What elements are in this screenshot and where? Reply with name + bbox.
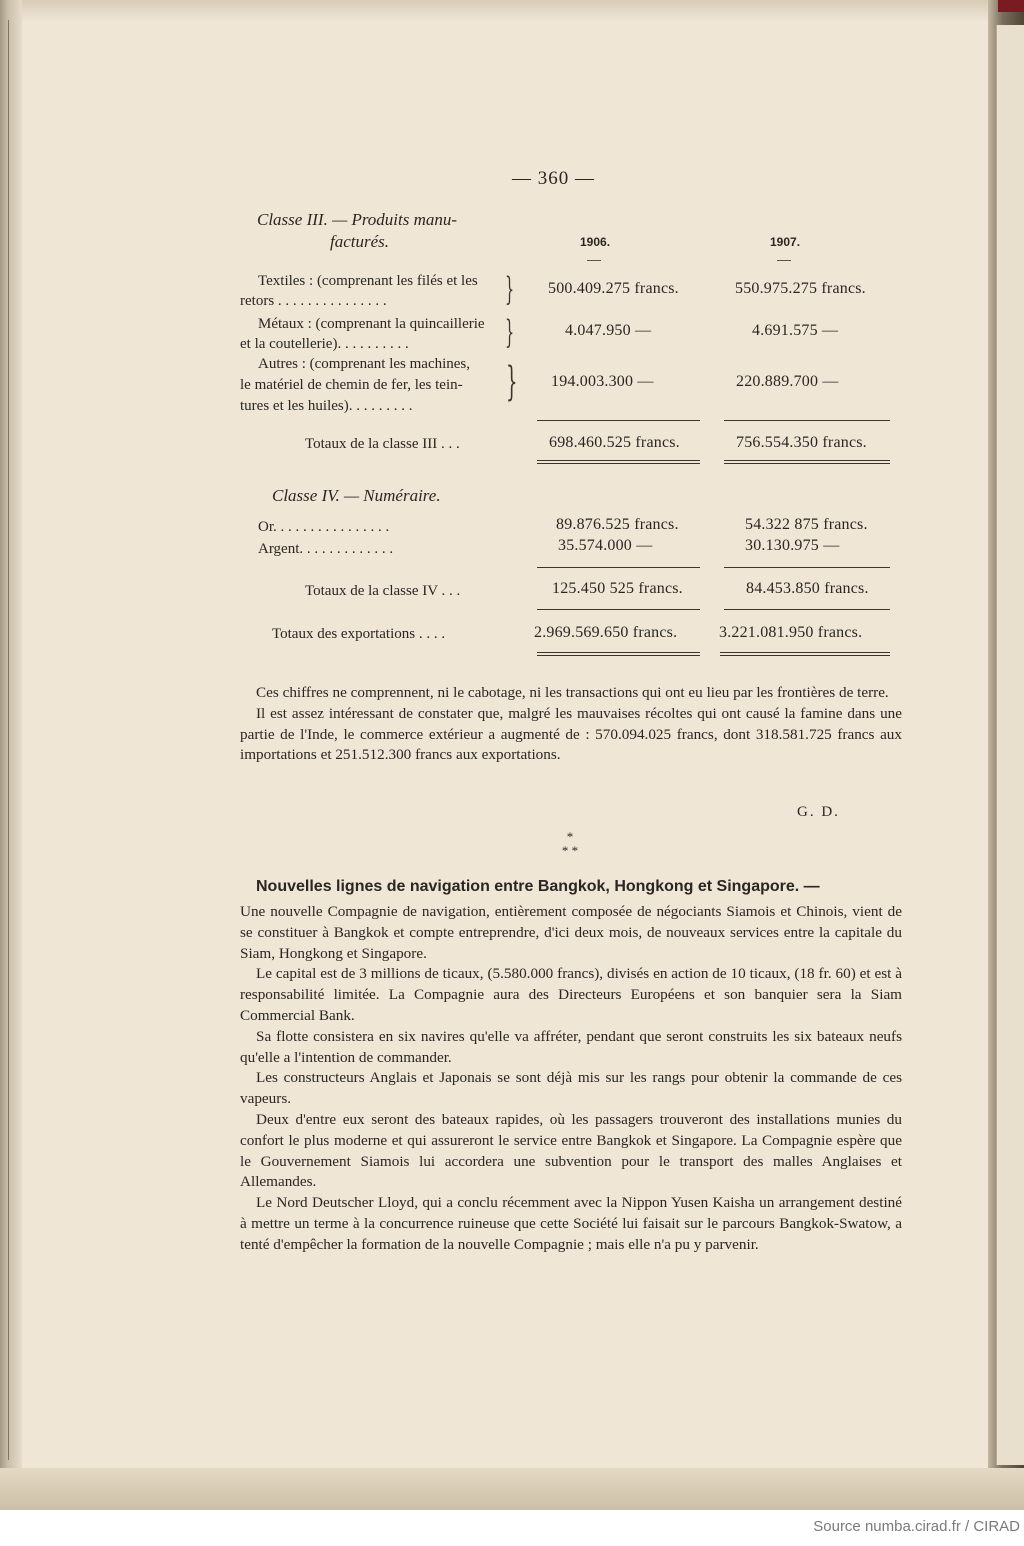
total-double-rule-1907: [720, 652, 890, 656]
year-1906-dash: [587, 260, 601, 261]
class3-total-1906: 698.460.525 francs.: [549, 434, 680, 451]
subtotal-rule-1907: [724, 420, 890, 421]
row-brace: }: [505, 270, 515, 308]
summary-paragraph: Ces chiffres ne comprennent, ni le cabotage, ni les transactions qui ont eu lieu par les frontières de terre.: [256, 684, 889, 701]
year-1906-header: 1906.: [580, 235, 611, 249]
class4-total-label: Totaux de la classe IV . . .: [305, 583, 461, 599]
subtotal-rule-1906: [537, 420, 700, 421]
class3-row-label: retors . . . . . . . . . . . . . . .: [240, 293, 387, 309]
row-brace: }: [505, 313, 515, 351]
subtotal-rule-1907: [724, 609, 890, 610]
class3-value-1906: 4.047.950 —: [565, 322, 652, 339]
class3-row-label: Métaux : (comprenant la quincaillerie: [258, 316, 485, 332]
class3-row-label: le matériel de chemin de fer, les tein-: [240, 377, 463, 393]
page-bottom-shadow: [0, 1468, 1024, 1510]
article-paragraph: Deux d'entre eux seront des bateaux rapides, où les passagers trouveront des installations munies du confort le plus moderne et qui assureront le service entre Bangkok et Singapore. La Compagnie espère que le Gouvernement Siamois lui accordera une subvention pour le transport des malles Anglaises et Allemandes.: [240, 1110, 902, 1191]
class3-row-label: Autres : (comprenant les machines,: [258, 356, 471, 372]
exports-total-1906: 2.969.569.650 francs.: [534, 624, 678, 641]
article-paragraph: Le capital est de 3 millions de ticaux, (5.580.000 francs), divisés en action de 10 ticaux, (18 fr. 60) et est à responsabilité limitée. La Compagnie aura des Directeurs Européens et son banquier sera la Siam Commercial Bank.: [240, 965, 902, 1024]
class3-title-line1: Classe III. — Produits manu-: [257, 210, 458, 229]
class3-total-1907: 756.554.350 francs.: [736, 434, 867, 451]
total-double-rule-1906: [537, 652, 700, 656]
article-title: Nouvelles lignes de navigation entre Bangkok, Hongkong et Singapore. —: [256, 878, 820, 895]
next-page-edge: [996, 25, 1024, 1465]
summary-paragraph: Il est assez intéressant de constater que, malgré les mauvaises récoltes qui ont causé la famine dans une partie de l'Inde, le commerce extérieur a augmenté de : 570.094.025 francs, dont 318.581.725 francs aux importations et 251.512.300 francs aux exportations.: [240, 704, 902, 764]
class4-total-1907: 84.453.850 francs.: [746, 580, 869, 597]
total-double-rule-1906: [537, 460, 700, 464]
summary-text: [240, 683, 902, 766]
row-brace: }: [506, 359, 518, 405]
separator-star-top: *: [566, 829, 574, 844]
class3-title-line2: facturés.: [330, 232, 390, 251]
class3-value-1906: 194.003.300 —: [551, 373, 654, 390]
class3-value-1906: 500.409.275 francs.: [548, 280, 679, 297]
separator-stars-bottom: * *: [561, 843, 579, 858]
exports-total-1907: 3.221.081.950 francs.: [719, 624, 863, 641]
class3-value-1907: 4.691.575 —: [752, 322, 839, 339]
class4-total-1906: 125.450 525 francs.: [552, 580, 683, 597]
article-paragraph: Le Nord Deutscher Lloyd, qui a conclu récemment avec la Nippon Yusen Kaisha un arrangement destiné à mettre un terme à la concurrence ruineuse que cette Société lui faisait sur le parcours Bangkok-Swatow, a tenté d'empêcher la formation de la nouvelle Compagnie ; mais elle n'a pu y parvenir.: [240, 1194, 902, 1253]
class4-row-label: Or. . . . . . . . . . . . . . . .: [258, 519, 390, 535]
class3-value-1907: 550.975.275 francs.: [735, 280, 866, 297]
article-paragraph: Sa flotte consistera en six navires qu'elle va affréter, pendant que seront construits les six bateaux neufs qu'elle a l'intention de commander.: [240, 1027, 902, 1066]
class4-value-1906: 89.876.525 francs.: [556, 516, 679, 533]
class3-total-label: Totaux de la classe III . . .: [305, 436, 460, 452]
page-number: — 360 —: [512, 168, 595, 189]
class4-value-1906: 35.574.000 —: [558, 537, 653, 554]
class4-value-1907: 54.322 875 francs.: [745, 516, 868, 533]
year-1907-header: 1907.: [770, 235, 801, 249]
class3-value-1907: 220.889.700 —: [736, 373, 839, 390]
year-1907-dash: [777, 260, 791, 261]
article-body: [240, 902, 902, 1256]
exports-total-label: Totaux des exportations . . . .: [272, 626, 446, 642]
subtotal-rule-1907: [724, 567, 890, 568]
page-top-shadow: [22, 0, 988, 22]
class3-row-label: tures et les huiles). . . . . . . . .: [240, 398, 413, 414]
signature: G. D.: [797, 804, 840, 820]
subtotal-rule-1906: [537, 609, 700, 610]
binding-edge: [0, 0, 22, 1480]
class3-row-label: et la coutellerie). . . . . . . . . .: [240, 336, 409, 352]
class3-row-label: Textiles : (comprenant les filés et les: [258, 273, 478, 289]
subtotal-rule-1906: [537, 567, 700, 568]
article-paragraph: Les constructeurs Anglais et Japonais se sont déjà mis sur les rangs pour obtenir la commande de ces vapeurs.: [240, 1069, 902, 1108]
article-paragraph: Une nouvelle Compagnie de navigation, entièrement composée de négociants Siamois et Chinois, vient de se constituer à Bangkok et compte entreprendre, d'ici deux mois, de nouveaux services entre la capitale du Siam, Hongkong et Singapore.: [240, 903, 902, 962]
source-credit: Source numba.cirad.fr / CIRAD: [813, 1518, 1020, 1535]
class4-row-label: Argent. . . . . . . . . . . . .: [258, 541, 394, 557]
class4-title: Classe IV. — Numéraire.: [272, 486, 441, 505]
binding-rule: [8, 20, 9, 1460]
bookmark-ribbon: [998, 0, 1024, 12]
class4-value-1907: 30.130.975 —: [745, 537, 840, 554]
total-double-rule-1907: [724, 460, 890, 464]
